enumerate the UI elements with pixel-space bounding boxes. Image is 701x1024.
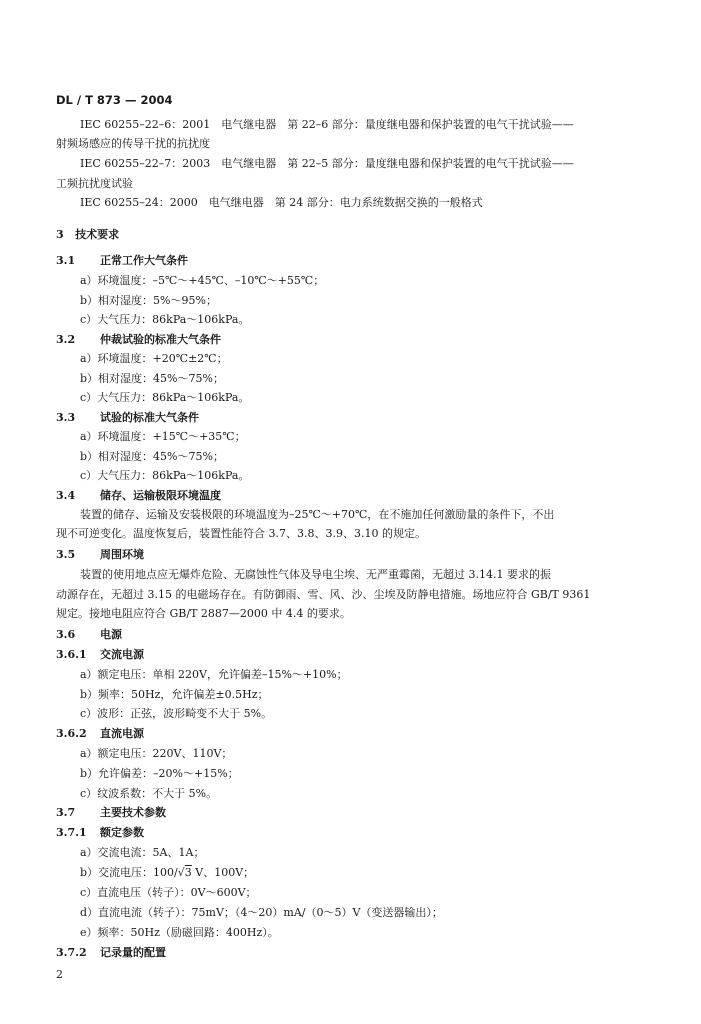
list-item: b）相对湿度：45%～75%；: [80, 450, 224, 463]
paragraph-line: 装置的使用地点应无爆炸危险、无腐蚀性气体及导电尘埃、无严重霉菌，无超过 3.14.1 要求的振: [80, 568, 551, 581]
section-number: 3.7: [56, 806, 76, 819]
list-item: a）交流电流：5A、1A；: [80, 846, 205, 859]
list-item: b）相对湿度：5%～95%；: [80, 294, 217, 307]
list-item: b）频率：50Hz，允许偏差±0.5Hz；: [80, 688, 269, 701]
section-number: 3: [56, 228, 64, 241]
list-item: a）额定电压：单相 220V，允许偏差–15%～+10%；: [80, 668, 348, 681]
section-3-7-2-heading: [56, 946, 166, 960]
section-number: 3.7.2: [56, 946, 87, 959]
section-title: 交流电源: [100, 648, 144, 661]
reference-2-line-1: IEC 60255–22–7：2003 电气继电器 第 22–5 部分：量度继电器和保护装置的电气干扰试验——: [80, 157, 574, 170]
section-number: 3.6.1: [56, 648, 87, 661]
section-3-6-2-heading: [56, 727, 144, 741]
section-3-4-heading: [56, 489, 221, 503]
section-number: 3.4: [56, 489, 76, 502]
reference-3: IEC 60255–24：2000 电气继电器 第 24 部分：电力系统数据交换的一般格式: [80, 196, 483, 209]
section-title: 主要技术参数: [100, 806, 166, 819]
list-item: e）频率：50Hz（励磁回路：400Hz）。: [80, 926, 279, 939]
section-title: 储存、运输极限环境温度: [100, 489, 221, 502]
document-code-header: DL / T 873 — 2004: [56, 93, 173, 107]
section-number: 3.3: [56, 411, 76, 424]
section-title: 技术要求: [75, 228, 120, 241]
item-text: b）交流电压：100/: [80, 866, 178, 879]
section-3-3-heading: [56, 411, 199, 425]
reference-2-line-2: 工频抗扰度试验: [56, 177, 133, 190]
list-item: c）纹波系数：不大于 5%。: [80, 787, 218, 800]
section-number: 3.6: [56, 628, 76, 641]
section-3-7-heading: [56, 806, 166, 820]
section-3-2-heading: [56, 333, 221, 347]
list-item: b）允许偏差：–20%～+15%；: [80, 767, 239, 780]
section-number: 3.5: [56, 548, 76, 561]
reference-1-line-1: IEC 60255–22–6：2001 电气继电器 第 22–6 部分：量度继电器和保护装置的电气干扰试验——: [80, 118, 574, 131]
paragraph-line: 动源存在，无超过 3.15 的电磁场存在。有防御雨、雪、风、沙、尘埃及防静电措施。场地应符合 GB/T 9361: [56, 588, 591, 601]
reference-1-line-2: 射频场感应的传导干扰的抗扰度: [56, 137, 210, 150]
list-item: a）环境温度：+15℃～+35℃；: [80, 430, 246, 443]
list-item: a）环境温度：–5℃～+45℃、–10℃～+55℃；: [80, 274, 325, 287]
section-3-heading: [56, 228, 119, 242]
section-title: 周围环境: [100, 548, 144, 561]
section-title: 电源: [100, 628, 122, 641]
section-3-7-1-heading: [56, 826, 144, 840]
section-title: 仲裁试验的标准大气条件: [100, 333, 221, 346]
section-title: 记录量的配置: [100, 946, 166, 959]
section-number: 3.7.1: [56, 826, 87, 839]
sqrt-argument: 3: [184, 866, 192, 879]
list-item: a）环境温度：+20℃±2℃；: [80, 352, 228, 365]
paragraph-line: 规定。接地电阻应符合 GB/T 2887—2000 中 4.4 的要求。: [56, 607, 351, 620]
list-item: c）大气压力：86kPa～106kPa。: [80, 391, 250, 404]
section-3-6-1-heading: [56, 648, 144, 662]
list-item: c）直流电压（转子）：0V～600V；: [80, 886, 257, 899]
section-3-1-heading: [56, 254, 188, 268]
list-item: c）大气压力：86kPa～106kPa。: [80, 313, 250, 326]
section-number: 3.1: [56, 254, 76, 267]
section-title: 试验的标准大气条件: [100, 411, 199, 424]
list-item: b）相对湿度：45%～75%；: [80, 372, 224, 385]
paragraph-line: 现不可逆变化。温度恢复后，装置性能符合 3.7、3.8、3.9、3.10 的规定。: [56, 527, 426, 540]
section-title: 正常工作大气条件: [100, 254, 188, 267]
list-item: c）大气压力：86kPa～106kPa。: [80, 469, 250, 482]
section-title: 直流电源: [100, 727, 144, 740]
section-number: 3.2: [56, 333, 76, 346]
paragraph-line: 装置的储存、运输及安装极限的环境温度为–25℃～+70℃，在不施加任何激励量的条件下，不出: [80, 508, 555, 521]
sqrt-sign: √: [177, 866, 185, 879]
section-3-6-heading: [56, 628, 122, 642]
page-number: 2: [56, 968, 63, 981]
list-item: d）直流电流（转子）：75mV；（4～20）mA/（0～5）V（变送器输出）；: [80, 906, 443, 919]
list-item: a）额定电压：220V、110V；: [80, 747, 233, 760]
list-item: c）波形：正弦，波形畸变不大于 5%。: [80, 707, 273, 720]
list-item: [80, 866, 254, 880]
section-number: 3.6.2: [56, 727, 87, 740]
section-3-5-heading: [56, 548, 144, 562]
item-text: V、100V；: [191, 866, 255, 879]
section-title: 额定参数: [100, 826, 144, 839]
